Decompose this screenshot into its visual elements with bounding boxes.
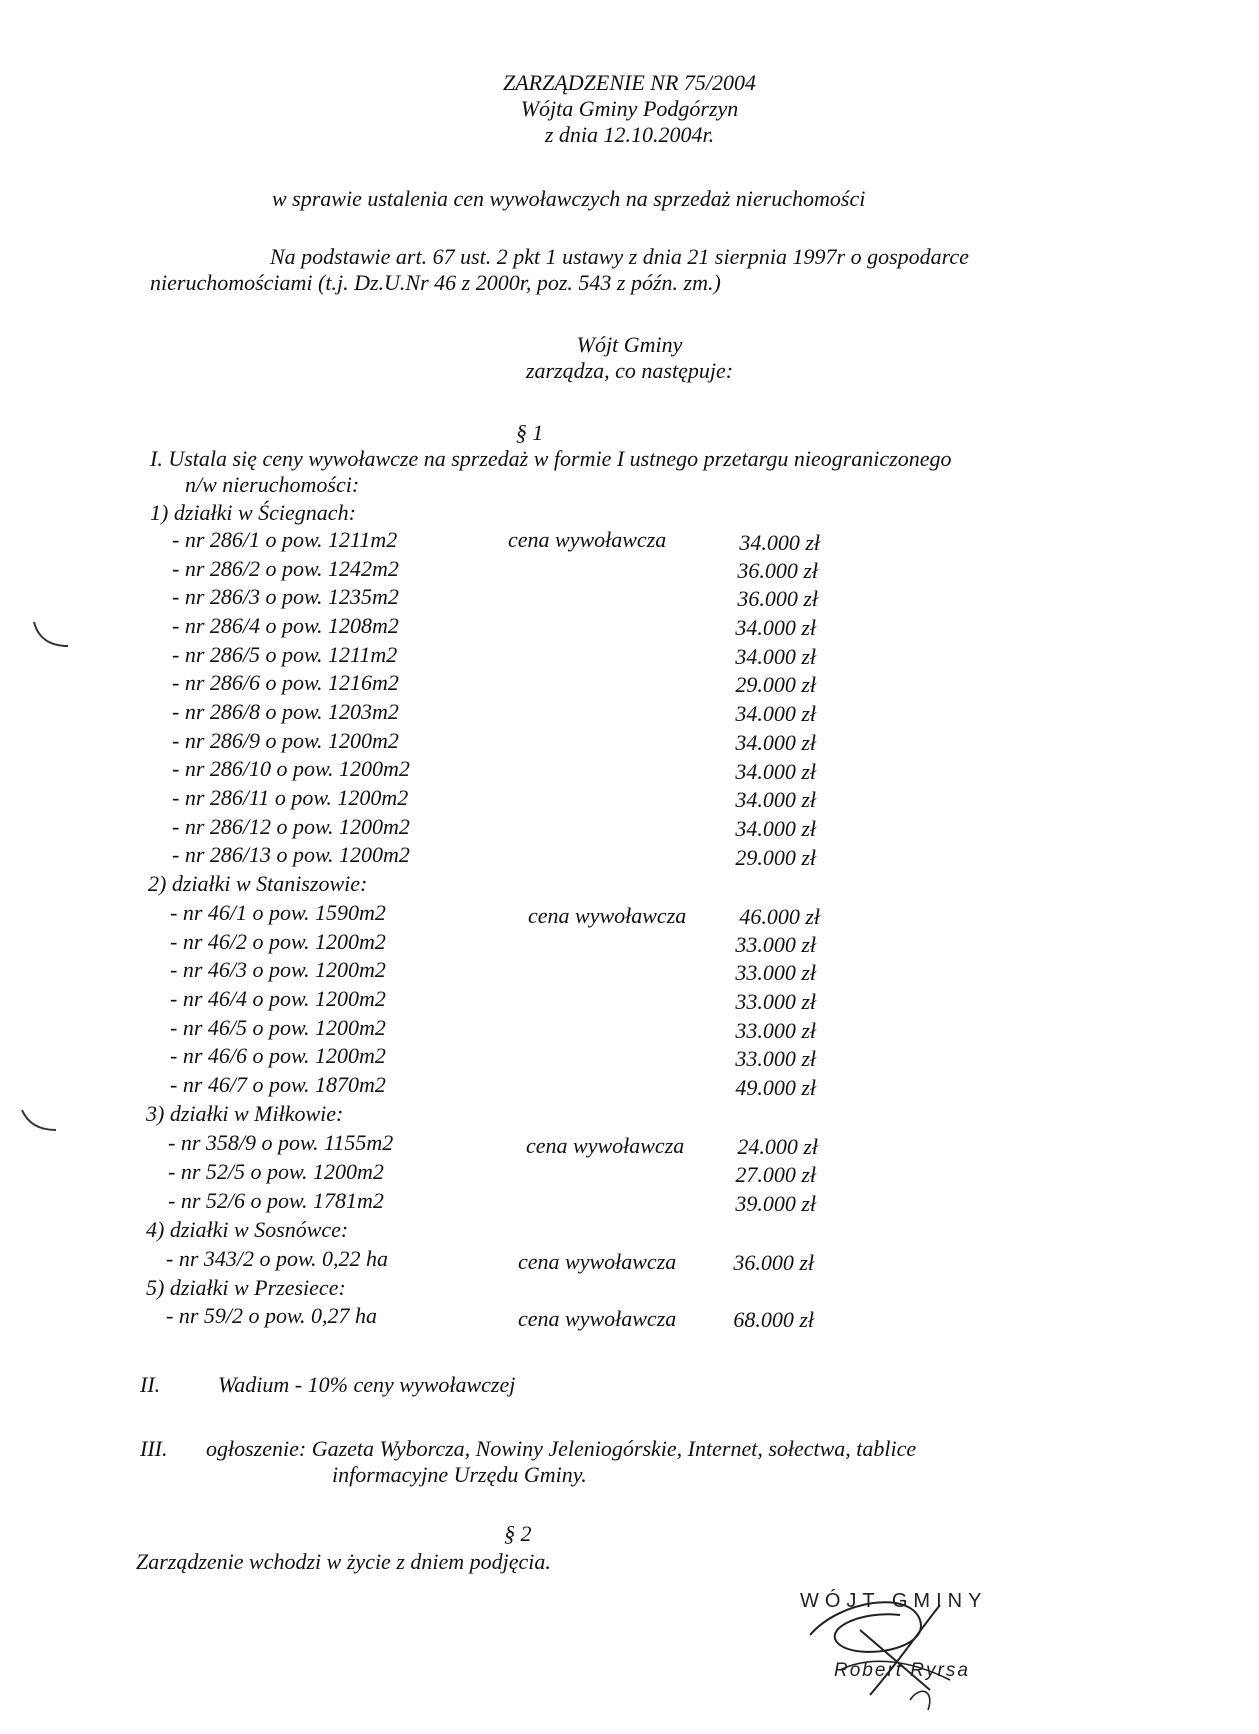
scan-mark-icon xyxy=(32,620,72,650)
plot-item: - nr 46/5 o pow. 1200m2 xyxy=(170,1015,386,1040)
authority-line1: Wójt Gminy xyxy=(576,332,683,357)
point-3-line1: ogłoszenie: Gazeta Wyborcza, Nowiny Jeleniogórskie, Internet, sołectwa, tablice xyxy=(206,1436,917,1461)
plot-item: - nr 286/3 o pow. 1235m2 xyxy=(172,584,399,609)
section-1-symbol: § 1 xyxy=(515,420,544,445)
plot-item: - nr 52/5 o pow. 1200m2 xyxy=(168,1159,384,1184)
mayor-stamp xyxy=(800,1590,1040,1720)
point-3-line2: informacyjne Urzędu Gminy. xyxy=(332,1462,587,1487)
stamp-name: Robert Ryrsa xyxy=(834,1660,970,1681)
point-2-number: II. xyxy=(140,1372,161,1397)
plot-price: 34.000 zł xyxy=(735,730,816,755)
plot-price: 33.000 zł xyxy=(735,989,816,1014)
plot-item: - nr 52/6 o pow. 1781m2 xyxy=(168,1188,384,1213)
plot-price: 36.000 zł xyxy=(737,558,818,583)
plot-item: - nr 46/3 o pow. 1200m2 xyxy=(170,957,386,982)
plot-price: 29.000 zł xyxy=(735,845,816,870)
authority-line2: zarządza, co następuje: xyxy=(525,358,734,383)
group-heading: 1) działki w Ściegnach: xyxy=(150,500,356,525)
plot-item: - nr 286/13 o pow. 1200m2 xyxy=(172,842,410,867)
point-3-number: III. xyxy=(140,1436,168,1461)
document-date: z dnia 12.10.2004r. xyxy=(544,122,715,147)
price-label: cena wywoławcza xyxy=(508,527,667,552)
plot-item: - nr 286/1 o pow. 1211m2 xyxy=(172,527,398,552)
plot-price: 34.000 zł xyxy=(735,787,816,812)
section-2-text: Zarządzenie wchodzi w życie z dniem podjęcia. xyxy=(136,1549,551,1574)
plot-item: - nr 46/7 o pow. 1870m2 xyxy=(170,1072,386,1097)
plot-item: - nr 46/6 o pow. 1200m2 xyxy=(170,1043,386,1068)
plot-price: 34.000 zł xyxy=(735,615,816,640)
plot-price: 33.000 zł xyxy=(735,960,816,985)
plot-item: - nr 286/4 o pow. 1208m2 xyxy=(172,613,399,638)
point-1-line1: I. Ustala się ceny wywoławcze na sprzedaż w formie I ustnego przetargu nieograniczonego xyxy=(150,446,952,471)
price-label: cena wywoławcza xyxy=(526,1133,685,1158)
legal-basis-line2: nieruchomościami (t.j. Dz.U.Nr 46 z 2000r, poz. 543 z późn. zm.) xyxy=(150,270,721,295)
group-heading: 5) działki w Przesiece: xyxy=(146,1275,346,1300)
plot-price: 33.000 zł xyxy=(735,932,816,957)
plot-price: 36.000 zł xyxy=(733,1250,814,1275)
stamp-title: WÓJT GMINY xyxy=(800,1590,988,1612)
plot-price: 34.000 zł xyxy=(735,759,816,784)
plot-price: 34.000 zł xyxy=(735,644,816,669)
plot-price: 49.000 zł xyxy=(735,1075,816,1100)
plot-item: - nr 343/2 o pow. 0,22 ha xyxy=(166,1246,389,1271)
document-subject: w sprawie ustalenia cen wywoławczych na sprzedaż nieruchomości xyxy=(272,186,866,211)
price-label: cena wywoławcza xyxy=(528,903,687,928)
plot-item: - nr 286/10 o pow. 1200m2 xyxy=(172,756,410,781)
plot-item: - nr 286/6 o pow. 1216m2 xyxy=(172,670,399,695)
plot-price: 27.000 zł xyxy=(735,1162,816,1187)
group-heading: 4) działki w Sosnówce: xyxy=(146,1217,349,1242)
plot-item: - nr 358/9 o pow. 1155m2 xyxy=(168,1130,394,1155)
legal-basis-line1: Na podstawie art. 67 ust. 2 pkt 1 ustawy z dnia 21 sierpnia 1997r o gospodarce xyxy=(270,244,969,269)
plot-price: 46.000 zł xyxy=(739,904,820,929)
signature-scribble xyxy=(800,1590,1040,1720)
plot-price: 33.000 zł xyxy=(735,1018,816,1043)
group-heading: 3) działki w Miłkowie: xyxy=(146,1101,344,1126)
plot-item: - nr 46/2 o pow. 1200m2 xyxy=(170,929,386,954)
plot-price: 36.000 zł xyxy=(737,586,818,611)
group-heading: 2) działki w Staniszowie: xyxy=(148,871,368,896)
plot-price: 24.000 zł xyxy=(737,1134,818,1159)
price-label: cena wywoławcza xyxy=(518,1249,677,1274)
document-title: ZARZĄDZENIE NR 75/2004 xyxy=(502,70,756,95)
scan-mark-icon xyxy=(20,1108,60,1138)
plot-price: 34.000 zł xyxy=(735,701,816,726)
plot-price: 68.000 zł xyxy=(733,1307,814,1332)
plot-item: - nr 46/1 o pow. 1590m2 xyxy=(170,900,386,925)
plot-price: 33.000 zł xyxy=(735,1046,816,1071)
plot-item: - nr 286/12 o pow. 1200m2 xyxy=(172,814,410,839)
section-2-symbol: § 2 xyxy=(504,1521,532,1546)
point-1-line2: n/w nieruchomości: xyxy=(185,472,360,497)
point-2-text: Wadium - 10% ceny wywoławczej xyxy=(218,1372,516,1397)
plot-item: - nr 286/2 o pow. 1242m2 xyxy=(172,556,399,581)
plot-item: - nr 59/2 o pow. 0,27 ha xyxy=(166,1303,378,1328)
document-issuer: Wójta Gminy Podgórzyn xyxy=(520,96,739,121)
plot-price: 34.000 zł xyxy=(739,530,820,555)
plot-item: - nr 286/5 o pow. 1211m2 xyxy=(172,642,398,667)
plot-item: - nr 286/8 o pow. 1203m2 xyxy=(172,699,399,724)
plot-price: 39.000 zł xyxy=(735,1191,816,1216)
plot-price: 34.000 zł xyxy=(735,816,816,841)
plot-item: - nr 46/4 o pow. 1200m2 xyxy=(170,986,386,1011)
price-label: cena wywoławcza xyxy=(518,1306,677,1331)
plot-item: - nr 286/9 o pow. 1200m2 xyxy=(172,728,399,753)
plot-item: - nr 286/11 o pow. 1200m2 xyxy=(172,785,409,810)
plot-price: 29.000 zł xyxy=(735,672,816,697)
